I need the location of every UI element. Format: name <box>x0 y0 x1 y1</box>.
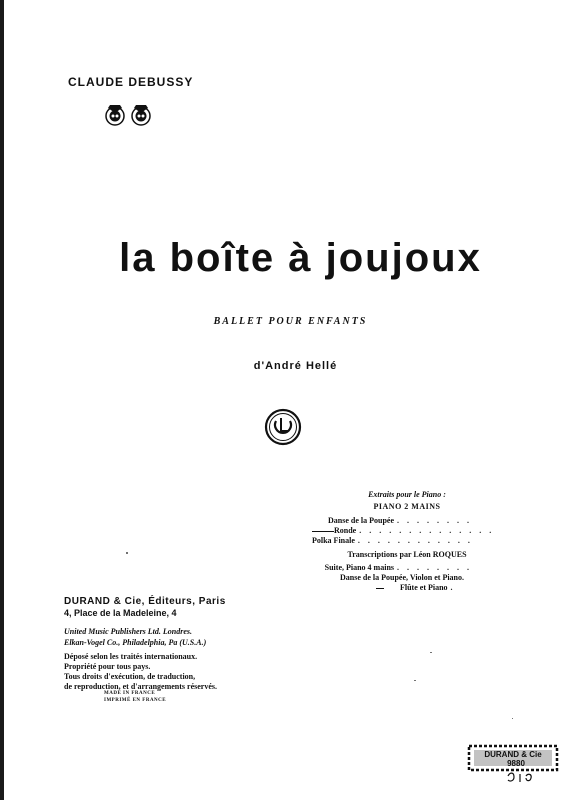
agent-london: United Music Publishers Ltd. Londres. <box>64 627 193 636</box>
made-in-line: MADE IN FRANCE <box>104 691 156 696</box>
author-credit: d'André Hellé <box>253 360 338 372</box>
list-item <box>312 563 472 573</box>
print-speck <box>126 552 128 554</box>
leader-dots: . . . . . . . . <box>397 516 472 525</box>
ornament-icon <box>104 105 152 127</box>
print-speck <box>414 680 416 681</box>
rights-line: de reproduction, et d'arrangements réservés. <box>64 682 218 691</box>
list-item <box>312 526 495 536</box>
made-in-notice <box>104 690 166 704</box>
stamp-text: DURAND & Cie <box>484 750 542 759</box>
publisher-logo-icon <box>264 408 302 446</box>
list-item-label: Flûte et Piano <box>400 583 448 592</box>
extracts-subheading: PIANO 2 MAINS <box>373 502 441 511</box>
list-item <box>312 536 472 546</box>
leader-dots: . . . . . . . . <box>397 563 472 572</box>
list-item <box>312 516 472 526</box>
rights-line: Déposé selon les traités internationaux. <box>64 652 198 661</box>
agent-philadelphia: Elkan-Vogel Co., Philadelphia, Pa (U.S.A.) <box>64 638 207 647</box>
dash-mark <box>376 588 384 589</box>
publisher-address: 4, Place de la Madeleine, 4 <box>64 608 177 618</box>
extracts-heading: Extraits pour le Piano : <box>368 490 446 499</box>
print-speck <box>430 652 432 653</box>
page-title: la boîte à joujoux <box>119 236 482 280</box>
rights-line: Tous droits d'exécution, de traduction, <box>64 672 196 681</box>
stamp-number: 9880 <box>507 759 525 768</box>
leader-dots: . <box>450 583 456 592</box>
leader-dots: . . . . . . . . . . . . <box>357 536 473 545</box>
rights-line: Propriété pour tous pays. <box>64 662 151 671</box>
subtitle: BALLET POUR ENFANTS <box>213 316 368 327</box>
list-item-label: Ronde <box>334 526 357 535</box>
publisher-stamp-icon <box>466 744 564 784</box>
list-item-label: Danse de la Poupée, Violon et Piano. <box>340 573 465 582</box>
list-item <box>312 583 472 593</box>
print-speck <box>512 718 513 719</box>
list-item-label: Polka Finale <box>312 536 355 545</box>
rights-notice <box>64 652 226 692</box>
publisher-name: DURAND & Cie, Éditeurs, Paris <box>64 596 226 607</box>
leader-dots: . . . . . . . . . . . . . . <box>359 526 495 535</box>
dash-mark <box>312 531 334 532</box>
made-in-line: IMPRIMÉ EN FRANCE <box>104 698 167 703</box>
list-item <box>312 573 472 583</box>
page-edge-shadow <box>0 0 4 800</box>
list-item-label: Suite, Piano 4 mains <box>324 563 394 572</box>
leader-dots <box>467 573 472 583</box>
list-item-label: Danse de la Poupée <box>328 516 394 525</box>
publisher-block <box>64 596 226 692</box>
extracts-list <box>312 490 495 593</box>
transcriptions-heading: Transcriptions par Léon ROQUES <box>347 550 467 559</box>
agents-list <box>64 626 226 648</box>
composer-name: CLAUDE DEBUSSY <box>68 75 194 89</box>
